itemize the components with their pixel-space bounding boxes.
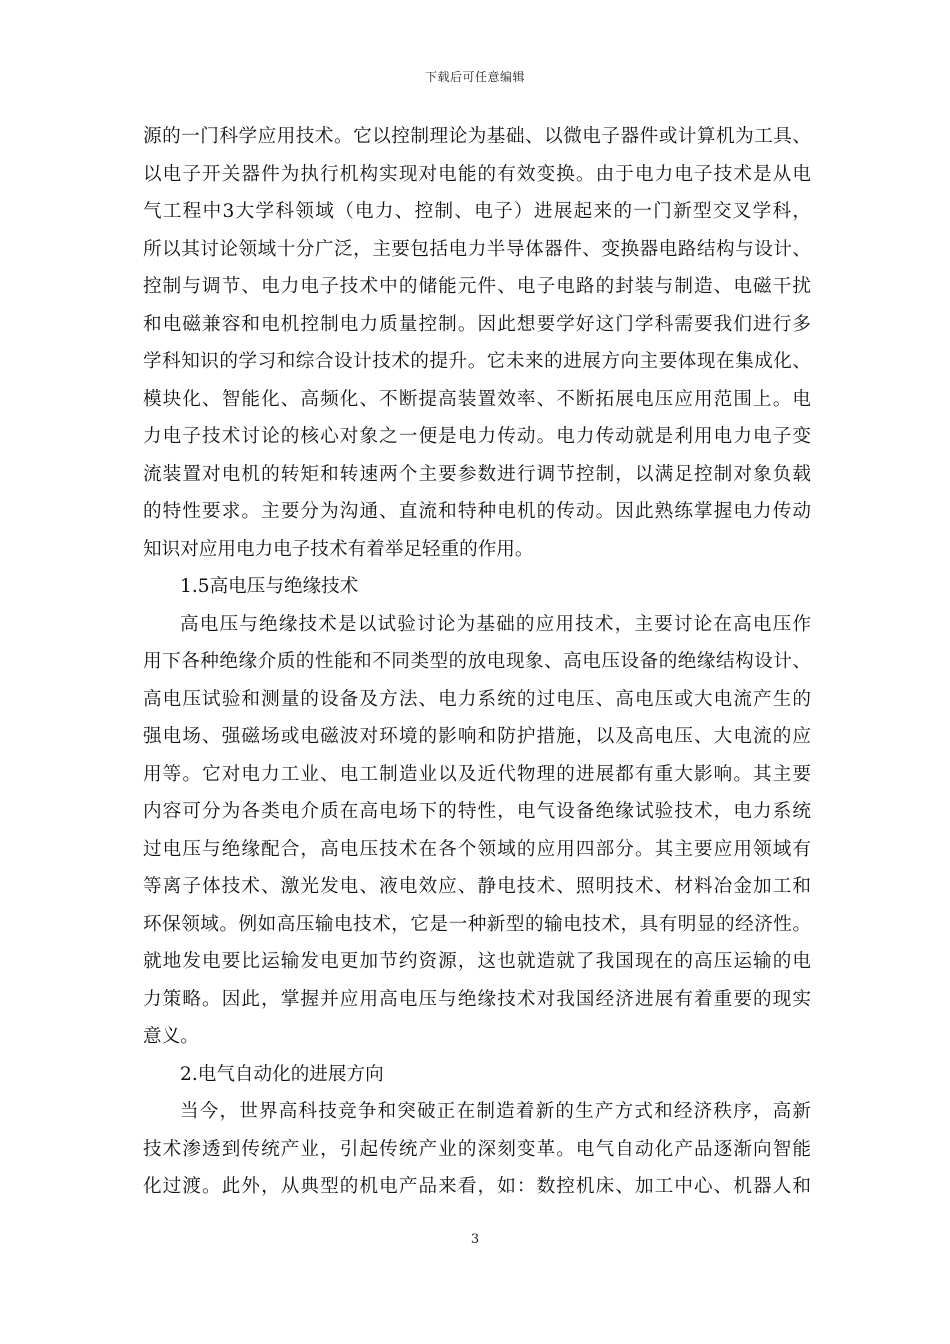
paragraph-1-line: 气工程中3大学科领域（电力、控制、电子）进展起来的一门新型交叉学科，: [143, 201, 811, 222]
paragraph-1-line: 和电磁兼容和电机控制电力质量控制。因此想要学好这门学科需要我们进行多: [143, 313, 811, 335]
paragraph-1-line: 知识对应用电力电子技术有着举足轻重的作用。: [143, 538, 534, 560]
paragraph-2-line: 就地发电要比运输发电更加节约资源，这也就造就了我国现在的高压运输的电: [143, 951, 811, 972]
paragraph-3-line: 当今，世界高科技竞争和突破正在制造着新的生产方式和经济秩序，高新: [180, 1101, 811, 1122]
paragraph-1-line: 以电子开关器件为执行机构实现对电能的有效变换。由于电力电子技术是从电: [143, 163, 811, 185]
paragraph-3-line: 技术渗透到传统产业，引起传统产业的深刻变革。电气自动化产品逐渐向智能: [143, 1138, 811, 1160]
document-body: [143, 118, 811, 1206]
paragraph-1-line: 流装置对电机的转矩和转速两个主要参数进行调节控制，以满足控制对象负载: [143, 463, 811, 485]
paragraph-2-line: 环保领域。例如高压输电技术，它是一种新型的输电技术，具有明显的经济性。: [143, 913, 811, 935]
paragraph-2-line: 用等。它对电力工业、电工制造业以及近代物理的进展都有重大影响。其主要: [143, 763, 811, 785]
paragraph-1-line: 学科知识的学习和综合设计技术的提升。它未来的进展方向主要体现在集成化、: [143, 351, 811, 372]
paragraph-2-line: 用下各种绝缘介质的性能和不同类型的放电现象、高电压设备的绝缘结构设计、: [143, 651, 811, 672]
paragraph-1-line: 力电子技术讨论的核心对象之一便是电力传动。电力传动就是利用电力电子变: [143, 426, 811, 447]
paragraph-1-line: 控制与调节、电力电子技术中的储能元件、电子电路的封装与制造、电磁干扰: [143, 276, 811, 297]
paragraph-2-line: 内容可分为各类电介质在高电场下的特性，电气设备绝缘试验技术，电力系统: [143, 801, 811, 822]
paragraph-1-line: 模块化、智能化、高频化、不断提高装置效率、不断拓展电压应用范围上。电: [143, 388, 811, 410]
paragraph-3-line: 化过渡。此外，从典型的机电产品来看，如：数控机床、加工中心、机器人和: [143, 1176, 811, 1197]
paragraph-2-line: 过电压与绝缘配合，高电压技术在各个领域的应用四部分。其主要应用领域有: [143, 838, 811, 860]
page-number: 3: [470, 1232, 480, 1247]
paragraph-2-line: 意义。: [143, 1026, 199, 1047]
paragraph-1-line: 源的一门科学应用技术。它以控制理论为基础、以微电子器件或计算机为工具、: [143, 126, 811, 147]
paragraph-1-line: 的特性要求。主要分为沟通、直流和特种电机的传动。因此熟练掌握电力传动: [143, 501, 811, 522]
paragraph-2-line: 强电场、强磁场或电磁波对环境的影响和防护措施，以及高电压、大电流的应: [143, 726, 811, 747]
paragraph-2-line: 高电压与绝缘技术是以试验讨论为基础的应用技术，主要讨论在高电压作: [180, 613, 811, 635]
page-header: 下载后可任意编辑: [424, 70, 525, 84]
section-heading-1-5: 1.5高电压与绝缘技术: [180, 576, 359, 597]
paragraph-1-line: 所以其讨论领域十分广泛，主要包括电力半导体器件、变换器电路结构与设计、: [143, 238, 811, 260]
paragraph-2-line: 力策略。因此，掌握并应用高电压与绝缘技术对我国经济进展有着重要的现实: [143, 988, 811, 1010]
section-heading-2: 2.电气自动化的进展方向: [180, 1063, 384, 1085]
paragraph-2-line: 高电压试验和测量的设备及方法、电力系统的过电压、高电压或大电流产生的: [143, 688, 811, 710]
paragraph-2-line: 等离子体技术、激光发电、液电效应、静电技术、照明技术、材料冶金加工和: [143, 876, 811, 897]
